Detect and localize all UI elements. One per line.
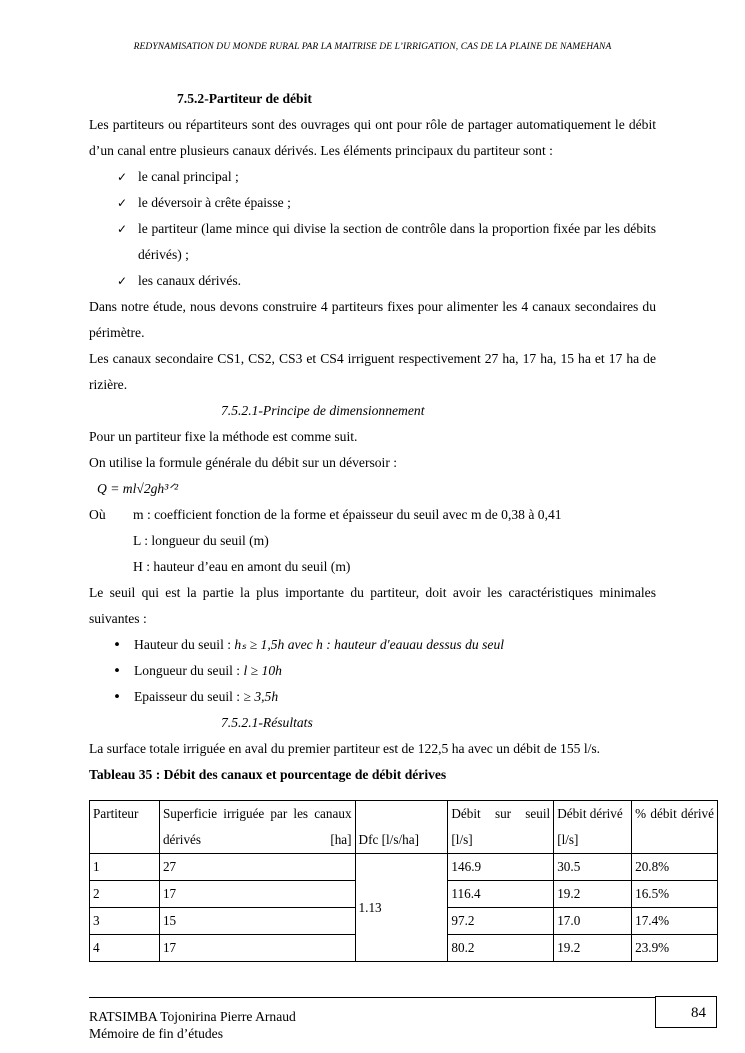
characteristic-math: l ≥ 10h [243,663,282,678]
subsection-results: 7.5.2.1-Résultats [221,715,313,730]
flow-table [89,800,718,962]
cell-superficie: 15 [159,908,355,935]
threshold-paragraph: Le seuil qui est la partie la plus importante du partiteur, doit avoir les caractéristiques minimales suivantes : [89,585,656,626]
cell-debit-seuil: 80.2 [448,935,554,962]
cell-debit-seuil: 116.4 [448,881,554,908]
subsection-principle: 7.5.2.1-Principe de dimensionnement [221,403,425,418]
canals-paragraph: Les canaux secondaire CS1, CS2, CS3 et CS4 irriguent respectivement 27 ha, 17 ha, 15 ha et 17 ha de rizière. [89,351,656,392]
cell-superficie: 17 [159,881,355,908]
cell-superficie: 27 [159,854,355,881]
page-number: 84 [655,996,717,1028]
list-item: ✓ le partiteur (lame mince qui divise la section de contrôle dans la proportion fixée par les débits dérivés) ; [117,216,656,268]
definition-l: L : longueur du seuil (m) [133,533,269,548]
cell-debit-seuil: 97.2 [448,908,554,935]
footer-author: RATSIMBA Tojonirina Pierre Arnaud [89,1009,296,1024]
characteristic-math: hₛ ≥ 1,5h avec h : hauteur d′eauau dessus du seul [234,637,505,652]
section-title: 7.5.2-Partiteur de débit [177,91,312,106]
cell-dfc: 1.13 [355,854,448,962]
characteristic-math: ≥ 3,5h [243,689,279,704]
cell-partiteur: 4 [90,935,160,962]
cell-pct: 20.8% [632,854,718,881]
table-row [90,854,718,881]
table-header-row [90,801,718,854]
header-debit-derive: Débit dérivé [l/s] [554,801,632,854]
definition-h: H : hauteur d’eau en amont du seuil (m) [133,559,351,574]
characteristic-label: Epaisseur du seuil : [134,689,244,704]
characteristics-list [89,632,656,710]
weir-formula: Q = ml√2gh³ᐟ² [97,481,179,496]
list-item: ✓ le canal principal ; [117,164,656,190]
study-paragraph: Dans notre étude, nous devons construire 4 partiteurs fixes pour alimenter les 4 canaux secondaires du périmètre. [89,299,656,340]
definitions [89,502,656,580]
list-item [113,684,656,710]
cell-pct: 23.9% [632,935,718,962]
running-header: REDYNAMISATION DU MONDE RURAL PAR LA MAITRISE DE L’IRRIGATION, CAS DE LA PLAINE DE NAMEHANA [133,42,612,52]
definitions-lead: Où [89,507,106,522]
cell-partiteur: 2 [90,881,160,908]
intro-paragraph: Les partiteurs ou répartiteurs sont des ouvrages qui ont pour rôle de partager automatiquement le débit d’un canal entre plusieurs canaux dérivés. Les éléments principaux du partiteur sont : [89,117,656,158]
cell-pct: 17.4% [632,908,718,935]
footer-memoire: Mémoire de fin d’études [89,1026,224,1041]
list-item [113,632,656,658]
header-partiteur: Partiteur [90,801,160,854]
cell-debit-seuil: 146.9 [448,854,554,881]
cell-partiteur: 3 [90,908,160,935]
cell-debit-derive: 17.0 [554,908,632,935]
table-caption: Tableau 35 : Débit des canaux et pourcentage de débit dérives [89,767,447,782]
cell-superficie: 17 [159,935,355,962]
definition-m: m : coefficient fonction de la forme et épaisseur du seuil avec m de 0,38 à 0,41 [133,507,562,522]
page-footer [89,1008,296,1042]
cell-debit-derive: 30.5 [554,854,632,881]
header-superficie: Superficie irriguée par les canaux dérivés [ha] [159,801,355,854]
list-item: ✓ le déversoir à crête épaisse ; [117,190,656,216]
cell-pct: 16.5% [632,881,718,908]
list-item [113,658,656,684]
cell-debit-derive: 19.2 [554,881,632,908]
footer-divider [89,997,656,998]
formula-intro: On utilise la formule générale du débit sur un déversoir : [89,455,398,470]
list-item: ✓ les canaux dérivés. [117,268,656,294]
cell-partiteur: 1 [90,854,160,881]
header-debit-seuil: Débit sur seuil [l/s] [448,801,554,854]
characteristic-label: Hauteur du seuil : [134,637,235,652]
header-pct: % débit dérivé [632,801,718,854]
header-dfc: Dfc [l/s/ha] [355,801,448,854]
characteristic-label: Longueur du seuil : [134,663,244,678]
method-paragraph: Pour un partiteur fixe la méthode est comme suit. [89,429,358,444]
elements-list [89,164,656,294]
results-paragraph: La surface totale irriguée en aval du premier partiteur est de 122,5 ha avec un débit de 155 l/s. [89,741,601,756]
page-body [89,86,656,788]
cell-debit-derive: 19.2 [554,935,632,962]
